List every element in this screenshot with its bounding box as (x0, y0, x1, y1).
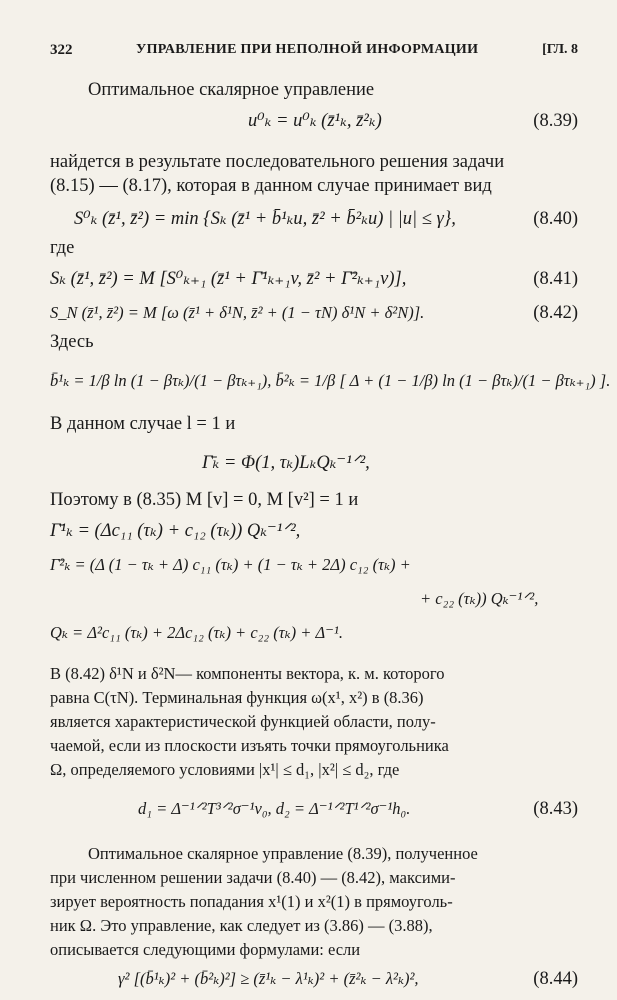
text-line: Поэтому в (8.35) M [v] = 0, M [v²] = 1 и (50, 490, 359, 510)
text-line: описывается следующими формулами: если (50, 940, 361, 959)
text-line: является характеристической функцией области, полу- (50, 712, 436, 731)
text-line: В данном случае l = 1 и (50, 414, 236, 434)
equation-body: S⁰ₖ (z̄¹, z̄²) = min {Sₖ (z̄¹ + b̄¹ₖu, z̄² + b̄²ₖu) | |u| ≤ γ}, (74, 209, 456, 229)
text-line: (8.15) — (8.17), которая в данном случае принимает вид (50, 176, 492, 196)
text-line: Ω, определяемого условиями |x¹| ≤ d₁, |x²| ≤ d₂, где (50, 760, 400, 779)
text-line: где (50, 238, 75, 258)
equation-body: Γ̄²ₖ = (Δ (1 − τₖ + Δ) c₁₁ (τₖ) + (1 − τₖ + 2Δ) c₁₂ (τₖ) + (50, 555, 411, 574)
equation-number: (8.39) (533, 111, 578, 131)
text-line: Оптимальное скалярное управление (88, 80, 375, 100)
equation-number: (8.42) (533, 303, 578, 323)
equation-body: d₁ = Δ⁻¹ᐟ²T³ᐟ²σ⁻¹v₀, d₂ = Δ⁻¹ᐟ²T¹ᐟ²σ⁻¹h₀. (138, 799, 411, 818)
chapter-marker: [ГЛ. 8 (542, 42, 578, 57)
running-title: УПРАВЛЕНИЕ ПРИ НЕПОЛНОЙ ИНФОРМАЦИИ (136, 42, 479, 57)
text-line: Здесь (50, 332, 94, 352)
equation-body: Γ̄¹ₖ = (Δc₁₁ (τₖ) + c₁₂ (τₖ)) Qₖ⁻¹ᐟ², (50, 521, 301, 541)
equation-body: Sₖ (z̄¹, z̄²) = M [S⁰ₖ₊₁ (z̄¹ + Γ̄¹ₖ₊₁v, z̄² + Γ̄²ₖ₊₁v)], (50, 269, 407, 289)
equation-body: b̄¹ₖ = 1/β ln (1 − βτₖ)/(1 − βτₖ₊₁), b̄²ₖ = 1/β [ Δ + (1 − 1/β) ln (1 − βτₖ)/(1 − βτₖ₊₁) ]. (50, 371, 611, 390)
text-line: Оптимальное скалярное управление (8.39), полученное (88, 844, 478, 863)
equation-number: (8.40) (533, 209, 578, 229)
text-line: чаемой, если из плоскости изъять точки прямоугольника (50, 736, 449, 755)
text-line: найдется в результате последовательного решения задачи (50, 152, 505, 172)
equation-body: Qₖ = Δ²c₁₁ (τₖ) + 2Δc₁₂ (τₖ) + c₂₂ (τₖ) + Δ⁻¹. (50, 623, 344, 642)
equation-number: (8.44) (533, 969, 578, 989)
equation-body: γ² [(b̄¹ₖ)² + (b̄²ₖ)²] ≥ (z̄¹ₖ − λ¹ₖ)² + (z̄²ₖ − λ²ₖ)², (118, 969, 419, 988)
text-line: зирует вероятность попадания x¹(1) и x²(1) в прямоуголь- (50, 892, 453, 911)
running-header (50, 42, 578, 64)
equation-body: + c₂₂ (τₖ)) Qₖ⁻¹ᐟ², (420, 589, 539, 608)
text-line: при численном решении задачи (8.40) — (8.42), максими- (50, 868, 456, 887)
text-line: равна C(τN). Терминальная функция ω(x¹, x²) в (8.36) (50, 688, 424, 707)
equation-body: S_N (z̄¹, z̄²) = M [ω (z̄¹ + δ¹N, z̄² + (1 − τN) δ¹N + δ²N)]. (50, 303, 425, 322)
text-line: В (8.42) δ¹N и δ²N— компоненты вектора, к. м. которого (50, 664, 445, 683)
page-number: 322 (50, 42, 73, 58)
equation-number: (8.43) (533, 799, 578, 819)
text-line: ник Ω. Это управление, как следует из (3.86) — (3.88), (50, 916, 433, 935)
equation-number: (8.41) (533, 269, 578, 289)
equation-body: u⁰ₖ = u⁰ₖ (z̄¹ₖ, z̄²ₖ) (248, 111, 382, 131)
equation-body: Γ̄ₖ = Φ(1, τₖ)LₖQₖ⁻¹ᐟ², (202, 453, 370, 473)
